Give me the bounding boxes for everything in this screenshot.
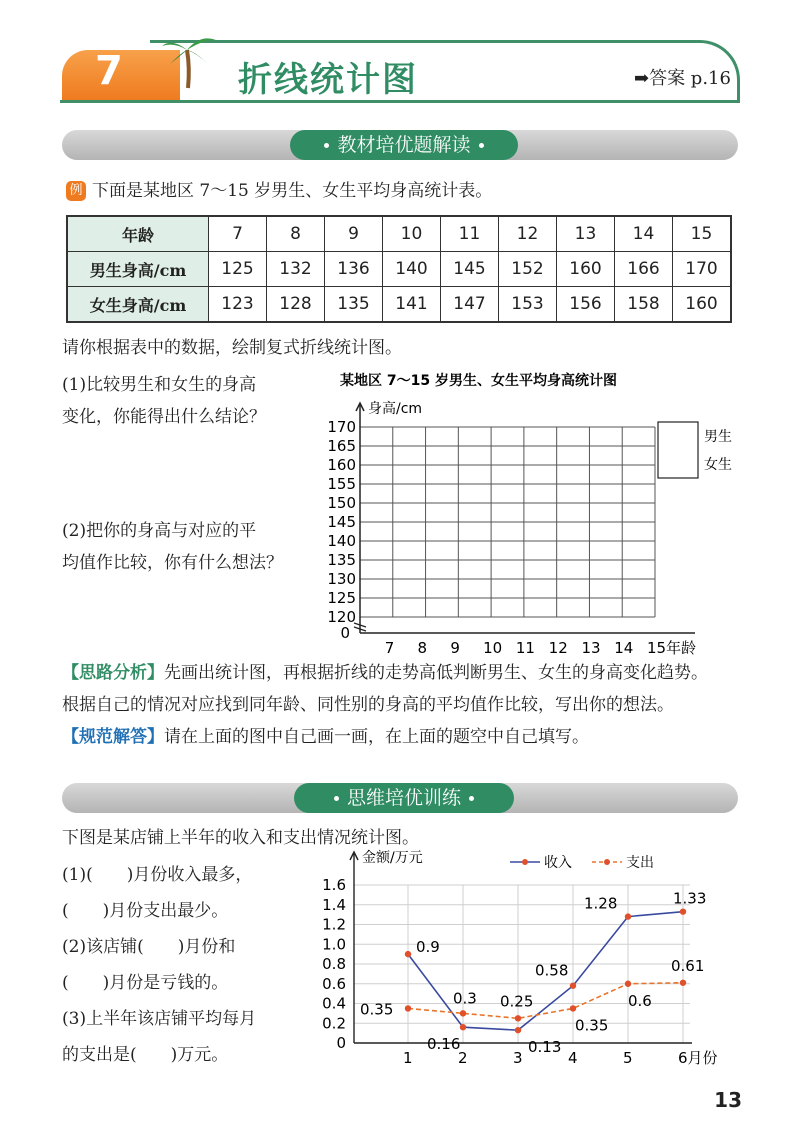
palm-tree-icon bbox=[160, 30, 220, 90]
y-axis-label: 身高/cm bbox=[368, 401, 423, 417]
income-data-label: 1.28 bbox=[584, 894, 618, 913]
question-2-line-2: 均值作比较，你有什么想法？ bbox=[62, 553, 283, 573]
expense-data-label: 0.61 bbox=[671, 956, 705, 975]
income-point bbox=[680, 908, 686, 914]
legend-label-expense: 支出 bbox=[626, 855, 654, 871]
y-tick-label: 145 bbox=[327, 513, 356, 531]
table-cell: 156 bbox=[557, 287, 615, 323]
table-header-label: 年龄 bbox=[67, 216, 209, 252]
section-2-intro: 下图是某店铺上半年的收入和支出情况统计图。 bbox=[62, 828, 419, 848]
chart-title: 某地区 7～15 岁男生、女生平均身高统计图 bbox=[340, 373, 617, 389]
section-1-label: 教材培优题解读 bbox=[337, 134, 471, 156]
table-cell: 153 bbox=[499, 287, 557, 323]
income-data-label: 0.58 bbox=[535, 961, 569, 980]
legend-marker-expense bbox=[604, 859, 610, 865]
table-cell: 10 bbox=[383, 216, 441, 252]
question-1b: ( )月份支出最少。 bbox=[62, 901, 229, 921]
example-badge: 例 bbox=[66, 181, 86, 201]
expense-data-label: 0.6 bbox=[628, 991, 652, 1010]
answer-reference: ➡答案 p.16 bbox=[634, 68, 731, 89]
section-2-label: 思维培优训练 bbox=[346, 787, 461, 809]
x-tick-label: 13 bbox=[581, 639, 601, 657]
expense-point bbox=[680, 980, 686, 986]
y-tick-label: 0 bbox=[336, 1034, 346, 1052]
table-cell: 170 bbox=[673, 252, 732, 287]
legend-box bbox=[658, 422, 698, 478]
y-tick-label: 0.6 bbox=[322, 974, 346, 993]
height-chart bbox=[320, 365, 750, 660]
table-cell: 135 bbox=[325, 287, 383, 323]
income-point bbox=[405, 951, 411, 957]
x-tick-label: 7 bbox=[384, 639, 395, 657]
table-cell: 132 bbox=[267, 252, 325, 287]
table-cell: 14 bbox=[615, 216, 673, 252]
expense-point bbox=[460, 1010, 466, 1016]
x-tick-label: 15年龄 bbox=[647, 639, 697, 657]
y-tick-label: 1.2 bbox=[322, 915, 346, 934]
y-axis-label: 金额/万元 bbox=[362, 850, 423, 866]
question-3b: 的支出是( )万元。 bbox=[62, 1045, 229, 1065]
table-cell: 141 bbox=[383, 287, 441, 323]
income-point bbox=[460, 1024, 466, 1030]
page-title: 折线统计图 bbox=[238, 60, 418, 100]
income-data-label: 0.9 bbox=[416, 938, 440, 957]
expense-point bbox=[570, 1005, 576, 1011]
section-1-pill bbox=[290, 130, 518, 160]
row-label: 女生身高/cm bbox=[67, 287, 209, 323]
question-1-line-1: (1)比较男生和女生的身高 bbox=[62, 375, 257, 395]
income-point bbox=[515, 1027, 521, 1033]
question-2-line-1: (2)把你的身高与对应的平 bbox=[62, 521, 257, 541]
y-tick-label: 155 bbox=[327, 475, 356, 493]
x-tick-label: 12 bbox=[548, 639, 568, 657]
instruction-text: 请你根据表中的数据，绘制复式折线统计图。 bbox=[62, 338, 402, 358]
expense-data-label: 0.3 bbox=[453, 989, 477, 1008]
row-label: 男生身高/cm bbox=[67, 252, 209, 287]
x-tick-label: 3 bbox=[513, 1049, 523, 1067]
y-tick-label: 0.4 bbox=[322, 994, 346, 1013]
table-cell: 9 bbox=[325, 216, 383, 252]
table-cell: 7 bbox=[209, 216, 267, 252]
table-row bbox=[67, 252, 731, 287]
table-cell: 145 bbox=[441, 252, 499, 287]
table-header-row bbox=[67, 216, 731, 252]
y-tick-label: 160 bbox=[327, 456, 356, 474]
table-cell: 13 bbox=[557, 216, 615, 252]
table-cell: 158 bbox=[615, 287, 673, 323]
x-tick-label: 5 bbox=[623, 1049, 633, 1067]
answer-text: 请在上面的图中自己画一画，在上面的题空中自己填写。 bbox=[164, 727, 589, 747]
y-tick-label: 1.4 bbox=[322, 895, 346, 914]
y-tick-label: 1.0 bbox=[322, 935, 346, 954]
x-tick-label: 6月份 bbox=[678, 1049, 718, 1067]
table-cell: 160 bbox=[557, 252, 615, 287]
question-2b: ( )月份是亏钱的。 bbox=[62, 973, 229, 993]
x-tick-label: 4 bbox=[568, 1049, 578, 1067]
y-tick-label: 130 bbox=[327, 570, 356, 588]
table-cell: 125 bbox=[209, 252, 267, 287]
x-tick-label: 14 bbox=[614, 639, 634, 657]
y-tick-label: 140 bbox=[327, 532, 356, 550]
expense-point bbox=[515, 1015, 521, 1021]
y-tick-label: 135 bbox=[327, 551, 356, 569]
legend-label-girls: 女生 bbox=[704, 457, 732, 473]
expense-point bbox=[625, 981, 631, 987]
question-2a: (2)该店铺( )月份和 bbox=[62, 937, 236, 957]
expense-data-label: 0.25 bbox=[500, 992, 534, 1011]
table-cell: 15 bbox=[673, 216, 732, 252]
page-number: 13 bbox=[714, 1088, 742, 1112]
y-tick-label: 0 bbox=[340, 624, 350, 642]
analysis-line-1: 先画出统计图，再根据折线的走势高低判断男生、女生的身高变化趋势。 bbox=[164, 663, 708, 683]
dot-icon bbox=[469, 796, 474, 801]
analysis-paragraph bbox=[62, 660, 708, 686]
y-tick-label: 0.8 bbox=[322, 955, 346, 973]
income-point bbox=[625, 913, 631, 919]
table-cell: 12 bbox=[499, 216, 557, 252]
table-cell: 152 bbox=[499, 252, 557, 287]
table-cell: 136 bbox=[325, 252, 383, 287]
table-cell: 8 bbox=[267, 216, 325, 252]
y-tick-label: 165 bbox=[327, 437, 356, 455]
y-tick-label: 120 bbox=[327, 608, 356, 626]
example-intro: 下面是某地区 7～15 岁男生、女生平均身高统计表。 bbox=[92, 181, 493, 201]
height-table bbox=[66, 215, 732, 323]
question-3a: (3)上半年该店铺平均每月 bbox=[62, 1009, 257, 1029]
expense-data-label: 0.35 bbox=[360, 1000, 394, 1019]
expense-data-label: 0.35 bbox=[575, 1016, 609, 1035]
income-data-label: 0.16 bbox=[427, 1035, 461, 1054]
chapter-number: 7 bbox=[95, 48, 123, 94]
table-cell: 128 bbox=[267, 287, 325, 323]
y-tick-label: 170 bbox=[327, 418, 356, 436]
analysis-label: 【思路分析】 bbox=[62, 663, 164, 683]
table-row bbox=[67, 287, 731, 323]
dot-icon bbox=[479, 143, 484, 148]
table-cell: 166 bbox=[615, 252, 673, 287]
x-tick-label: 2 bbox=[458, 1049, 468, 1067]
table-cell: 123 bbox=[209, 287, 267, 323]
table-cell: 160 bbox=[673, 287, 732, 323]
answer-label: 【规范解答】 bbox=[62, 727, 164, 747]
question-1-line-2: 变化，你能得出什么结论？ bbox=[62, 407, 266, 427]
dot-icon bbox=[324, 143, 329, 148]
x-tick-label: 10 bbox=[483, 639, 503, 657]
x-tick-label: 9 bbox=[450, 639, 460, 657]
y-tick-label: 150 bbox=[327, 494, 356, 512]
question-1a: (1)( )月份收入最多， bbox=[62, 865, 253, 885]
expense-point bbox=[405, 1005, 411, 1011]
x-tick-label: 11 bbox=[515, 639, 535, 657]
income-expense-chart bbox=[320, 840, 750, 1070]
answer-paragraph bbox=[62, 724, 589, 750]
table-cell: 11 bbox=[441, 216, 499, 252]
income-data-label: 0.13 bbox=[528, 1038, 562, 1057]
legend-label-boys: 男生 bbox=[704, 429, 732, 445]
y-tick-label: 0.2 bbox=[322, 1014, 346, 1033]
analysis-line-2: 根据自己的情况对应找到同年龄、同性别的身高的平均值作比较，写出你的想法。 bbox=[62, 695, 674, 715]
legend-marker-income bbox=[522, 859, 528, 865]
table-cell: 147 bbox=[441, 287, 499, 323]
dot-icon bbox=[334, 796, 339, 801]
income-data-label: 1.33 bbox=[673, 889, 707, 908]
x-tick-label: 8 bbox=[417, 639, 428, 657]
legend-label-income: 收入 bbox=[544, 855, 572, 871]
y-tick-label: 125 bbox=[327, 589, 356, 607]
x-tick-label: 1 bbox=[403, 1049, 413, 1067]
y-tick-label: 1.6 bbox=[322, 876, 346, 894]
section-2-pill bbox=[294, 783, 514, 813]
table-cell: 140 bbox=[383, 252, 441, 287]
income-point bbox=[570, 983, 576, 989]
